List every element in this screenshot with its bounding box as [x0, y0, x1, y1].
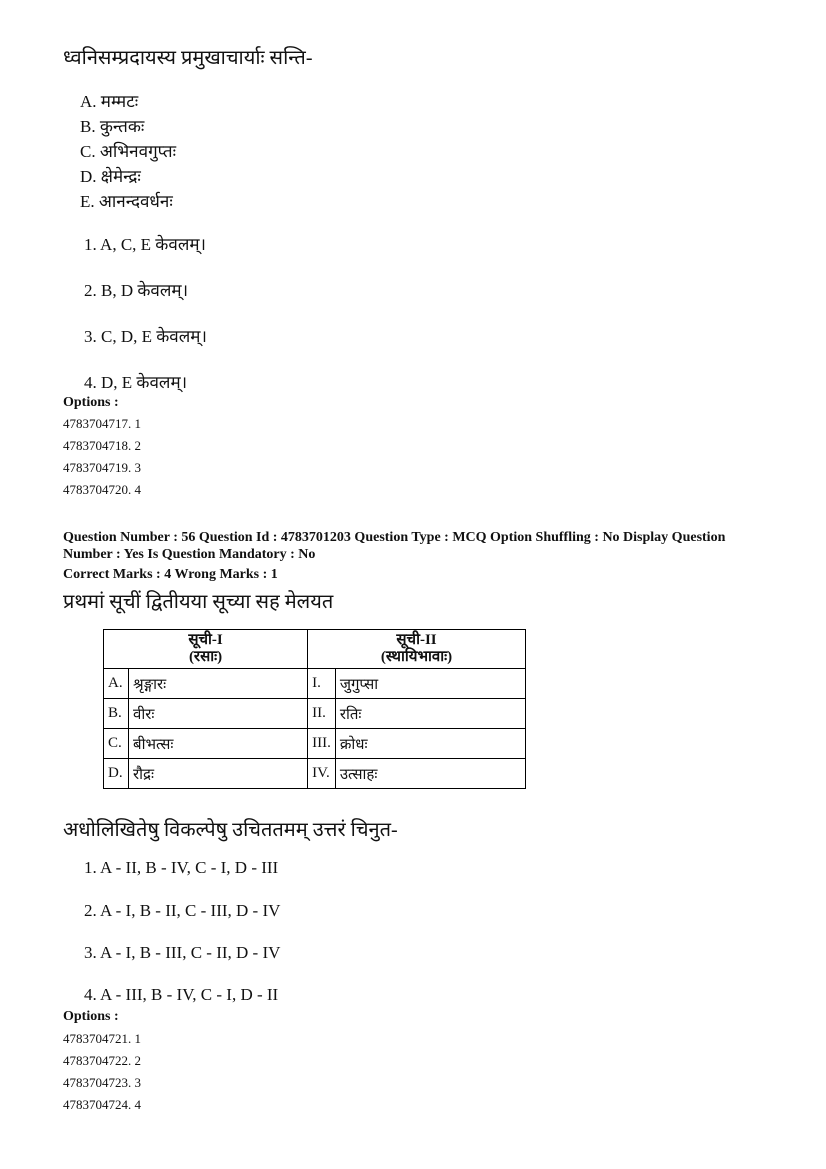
row-label-ii: II. [308, 699, 336, 729]
q55-options-label: Options : [63, 395, 119, 410]
q55-choice-3: 3. C, D, E केवलम्। [84, 327, 207, 346]
q56-option-id-1: 4783704721. 1 [63, 1031, 141, 1046]
sthayibhava-cell: जुगुप्सा [335, 669, 525, 699]
q56-meta-line-1: Question Number : 56 Question Id : 4783701203 Question Type : MCQ Option Shuffling : No Display Question [63, 530, 726, 545]
q55-choice-4: 4. D, E केवलम्। [84, 373, 188, 392]
q56-choice-1: 1. A - II, B - IV, C - I, D - III [84, 858, 279, 877]
q55-choice-1: 1. A, C, E केवलम्। [84, 235, 206, 254]
q55-statement-d: D. क्षेमेन्द्रः [80, 167, 141, 186]
q56-option-id-4: 4783704724. 4 [63, 1097, 141, 1112]
q56-options-label: Options : [63, 1009, 119, 1024]
row-label-b: B. [104, 699, 129, 729]
q56-choice-2: 2. A - I, B - II, C - III, D - IV [84, 901, 281, 920]
list-2-header [308, 630, 526, 669]
sthayibhava-cell: रतिः [335, 699, 525, 729]
rasa-cell: बीभत्सः [129, 729, 308, 759]
rasa-cell: श्रृङ्गारः [129, 669, 308, 699]
q55-option-id-4: 4783704720. 4 [63, 482, 141, 497]
q56-marks: Correct Marks : 4 Wrong Marks : 1 [63, 567, 278, 582]
sthayibhava-cell: उत्साहः [335, 759, 525, 789]
match-table [103, 629, 526, 789]
q56-instruction: अधोलिखितेषु विकल्पेषु उचिततमम् उत्तरं चिनुत- [63, 819, 398, 841]
row-label-c: C. [104, 729, 129, 759]
q55-statement-c: C. अभिनवगुप्तः [80, 142, 176, 161]
q55-statement-e: E. आनन्दवर्धनः [80, 192, 173, 211]
list-1-title: सूची-I [188, 632, 223, 648]
q55-question: ध्वनिसम्प्रदायस्य प्रमुखाचार्याः सन्ति- [63, 47, 313, 69]
q56-choice-4: 4. A - III, B - IV, C - I, D - II [84, 985, 279, 1004]
table-row [104, 669, 526, 699]
q55-option-id-1: 4783704717. 1 [63, 416, 141, 431]
row-label-d: D. [104, 759, 129, 789]
table-row [104, 759, 526, 789]
q56-meta-line-2: Number : Yes Is Question Mandatory : No [63, 547, 316, 562]
q56-question: प्रथमां सूचीं द्वितीयया सूच्या सह मेलयत [63, 591, 334, 613]
sthayibhava-cell: क्रोधः [335, 729, 525, 759]
q55-option-id-2: 4783704718. 2 [63, 438, 141, 453]
q56-choice-3: 3. A - I, B - III, C - II, D - IV [84, 943, 281, 962]
row-label-i: I. [308, 669, 336, 699]
list-2-subtitle: (स्थायिभावाः) [380, 649, 453, 665]
list-2-title: सूची-II [396, 632, 437, 648]
q55-choice-2: 2. B, D केवलम्। [84, 281, 189, 300]
q56-option-id-3: 4783704723. 3 [63, 1075, 141, 1090]
q55-option-id-3: 4783704719. 3 [63, 460, 141, 475]
row-label-iii: III. [308, 729, 336, 759]
table-row [104, 699, 526, 729]
row-label-iv: IV. [308, 759, 336, 789]
table-row [104, 729, 526, 759]
match-table-header [104, 630, 526, 669]
list-1-subtitle: (रसाः) [188, 649, 223, 665]
q56-option-id-2: 4783704722. 2 [63, 1053, 141, 1068]
row-label-a: A. [104, 669, 129, 699]
list-1-header [104, 630, 308, 669]
q55-statement-a: A. मम्मटः [80, 92, 139, 111]
rasa-cell: वीरः [129, 699, 308, 729]
rasa-cell: रौद्रः [129, 759, 308, 789]
q55-statement-b: B. कुन्तकः [80, 117, 145, 136]
